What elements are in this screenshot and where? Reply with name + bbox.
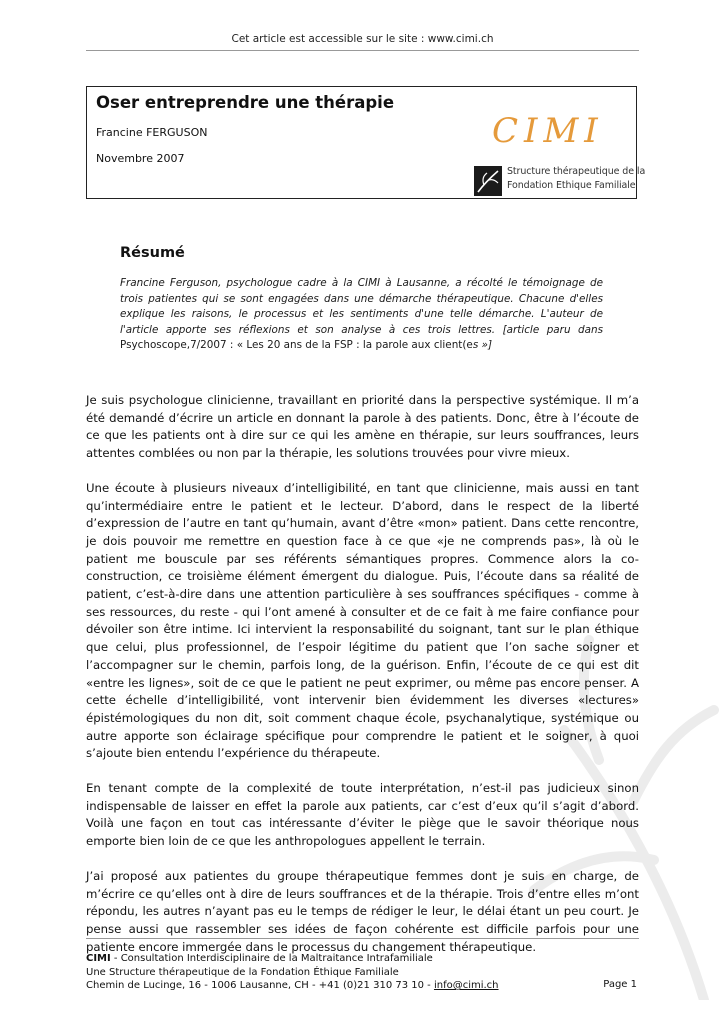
paragraph: Une écoute à plusieurs niveaux d’intelligibilité, en tant que clinicienne, mais aussi en tant qu’intermédiaire entre le patient et le lecteur. D’abord, dans le respect de la liberté d’expression de l’autre en tant qu’humain, avant d’être «mon» patient. Dans cette rencontre, je dois pouvoir me remettre en question face à ce que «je ne comprends pas», là où le patient me bouscule par ses référents sémantiques propres. Commence alors la co-construction, ce troisième élément émergent du dialogue. Puis, l’écoute dans sa réalité de patient, c’est-à-dire dans une attention particulière à ses souffrances spécifiques - comme à ses ressources, du reste - qui l’ont amené à consulter et de ce fait à me faire confiance pour dévoiler son être intime. Ici intervient la responsabilité du soignant, tant sur le plan éthique que celui, plus professionnel, de l’espoir légitime du patient que l’on sache soigner et l’accompagner sur le chemin, parfois long, de la guérison. Enfin, l’écoute de ce qui est dit «entre les lignes», soit de ce que le patient ne peut exprimer, ou même pas encore penser. A cette échelle d’intelligibilité, vont intervenir bien évidemment les diverses «lectures» épistémologiques du non dit, soit comment chaque école, psychanalytique, systémique ou autre apporte son éclairage spécifique pour comprendre le patient et le soigner, à quoi s’ajoute bien entendu l’expérience du thérapeute.	[86, 480, 639, 761]
footer-divider	[86, 938, 639, 939]
footer-line-1	[86, 952, 499, 966]
summary-heading: Résumé	[120, 245, 185, 261]
footer	[86, 952, 499, 993]
header-divider	[86, 50, 639, 51]
leaf-icon	[474, 166, 502, 196]
footer-line-2: Une Structure thérapeutique de la Fondation Éthique Familiale	[86, 966, 399, 978]
paragraph: Je suis psychologue clinicienne, travaillant en priorité dans la perspective systémique. Il m’a été demandé d’écrire un article en donnant la parole à des patients. Donc, être à l’écoute de ce que les patients ont à dire sur ce qui les amène en thérapie, sur leurs souffrances, leurs attentes comblées ou non par la thérapie, les solutions trouvées pour vivre mieux.	[86, 393, 639, 461]
logo-tagline-1: Structure thérapeutique de la	[507, 166, 646, 177]
page-number: Page 1	[603, 979, 637, 990]
site-header: Cet article est accessible sur le site : www.cimi.ch	[231, 33, 494, 45]
author-name: Francine FERGUSON	[96, 126, 208, 139]
summary-body: Francine Ferguson, psychologue cadre à la CIMI à Lausanne, a récolté le témoignage de trois patientes qui se sont engagées dans une démarche thérapeutique. Chacune d'elles explique les raisons, le processus et les sentiments d'une telle démarche. L'auteur de l'article apporte ses réflexions et son analyse à ces trois lettres. [article paru dans	[120, 277, 603, 336]
summary-source: Psychoscope,7/2007 : « Les 20 ans de la FSP : la parole aux client(e	[120, 339, 473, 352]
summary-source-close: »]	[478, 339, 493, 352]
publication-date: Novembre 2007	[96, 152, 185, 165]
title-block	[86, 86, 646, 199]
summary-source-tail: s	[472, 339, 479, 352]
document-title: Oser entreprendre une thérapie	[96, 93, 395, 112]
email-link[interactable]: info@cimi.ch	[433, 980, 499, 992]
footer-line-3	[86, 979, 499, 993]
summary-text	[120, 276, 603, 354]
paragraph: J’ai proposé aux patientes du groupe thérapeutique femmes dont je suis en charge, de m’écrire ce qu’elles ont à dire de leurs souffrances et de la thérapie. Trois d’entre elles m’ont répondu, les autres n’ayant pas eu le temps de rédiger le leur, le délai étant un peu court. Je pense aussi que rassembler ses idées de façon cohérente est difficile parfois pour une patiente encore immergée dans le processus du changement thérapeutique.	[86, 868, 639, 954]
logo-tagline-2: Fondation Ethique Familiale	[507, 180, 636, 191]
footer-abbr: CIMI	[86, 953, 111, 964]
footer-org-name: - Consultation Interdisciplinaire de la Maltraitance Intrafamiliale	[110, 953, 433, 964]
footer-address: Chemin de Lucinge, 16 - 1006 Lausanne, CH - +41 (0)21 310 73 10 -	[86, 980, 434, 992]
article-body	[86, 392, 639, 973]
paragraph: En tenant compte de la complexité de toute interprétation, n’est-il pas judicieux sinon indispensable de laisser en effet la parole aux patients, car c’est d’eux qu’il s’agit d’abord. Voilà une façon en tout cas intéressante d’éviter le piège que le savoir théorique nous emporte bien loin de ce que les anthropologues appellent le terrain.	[86, 781, 639, 849]
cimi-logo: CIMI	[492, 111, 604, 151]
